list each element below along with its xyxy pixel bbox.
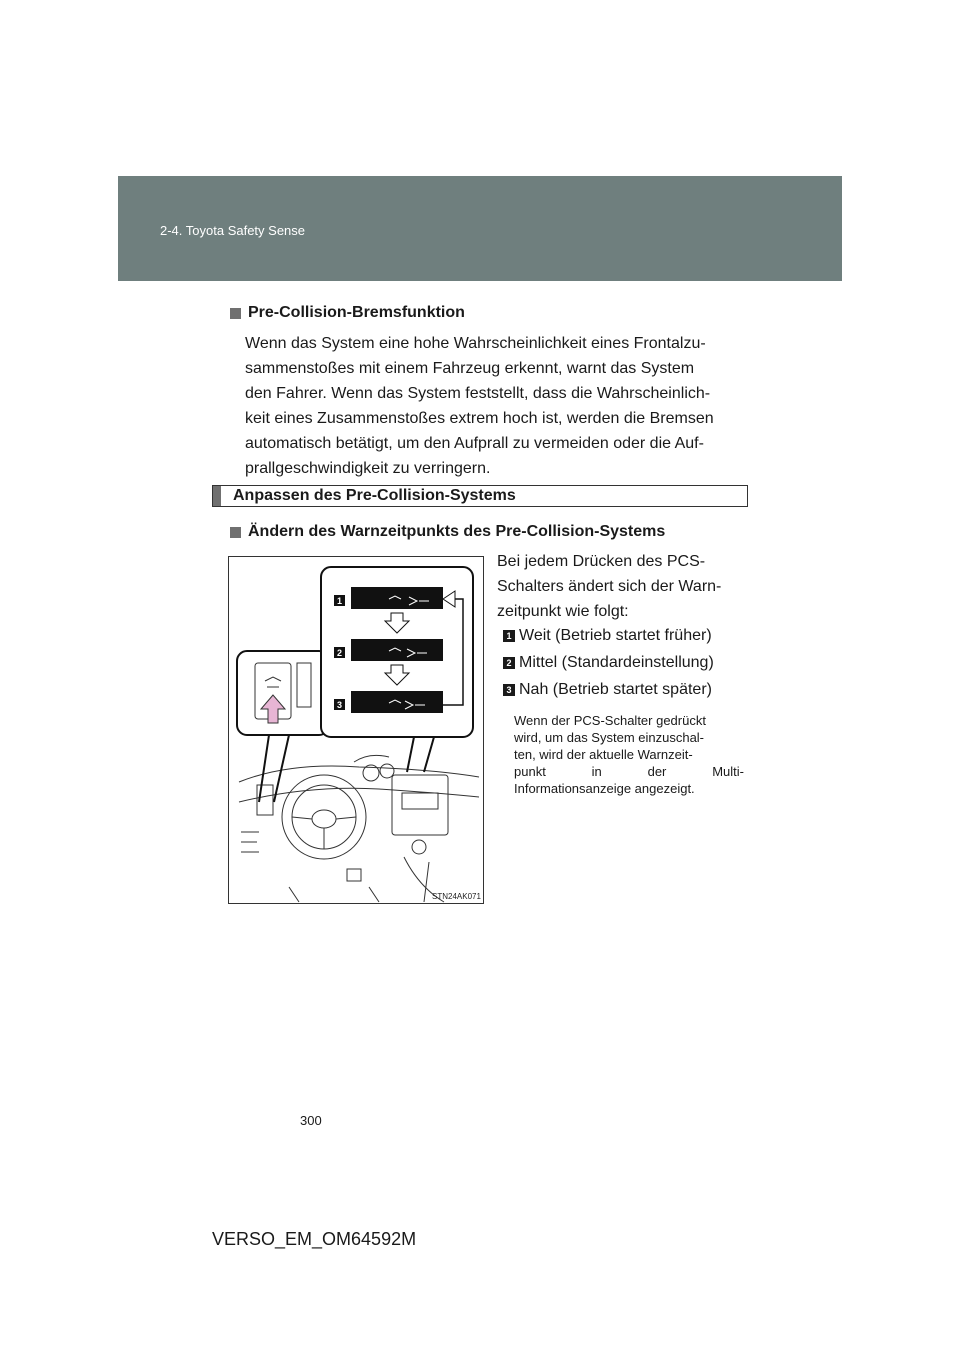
warning-timing-heading-text: Ändern des Warnzeitpunkts des Pre-Collision-Systems [248,523,666,540]
paragraph-line: zeitpunkt wie folgt: [497,603,629,620]
brake-function-heading [230,304,465,322]
page-number: 300 [300,1113,322,1128]
paragraph-line: keit eines Zusammenstoßes extrem hoch ist, werden die Bremsen [245,410,714,427]
note-word: in [591,764,602,779]
step-tag-2: 2 [336,648,343,658]
section-label: 2-4. Toyota Safety Sense [160,223,306,238]
paragraph-line: sammenstoßes mit einem Fahrzeug erkennt, warnt das System [245,360,695,377]
option-label: Weit (Betrieb startet früher) [519,627,712,644]
paragraph-line: automatisch betätigt, um den Aufprall zu vermeiden oder die Auf- [245,435,704,452]
adjust-section-heading [212,485,748,507]
heading-bar [213,486,221,506]
dashboard-drawing [229,557,484,904]
number-box-icon: 2 [503,657,515,669]
paragraph-line: Bei jedem Drücken des PCS- [497,553,706,570]
square-bullet-icon [230,527,241,538]
number-box-icon: 1 [503,630,515,642]
note-word: punkt [514,764,546,779]
brake-function-paragraph [245,331,743,481]
option-item-2 [503,654,714,672]
paragraph-line: prallgeschwindigkeit zu verringern. [245,460,491,477]
document-code: VERSO_EM_OM64592M [212,1229,417,1249]
figure-code: STN24AK071 [432,892,481,901]
note-line: Informationsanzeige angezeigt. [514,781,695,796]
dashboard-illustration [228,556,484,904]
note-word: der [647,764,667,779]
option-label: Mittel (Standardeinstellung) [519,654,714,671]
brake-function-heading-text: Pre-Collision-Bremsfunktion [248,304,465,321]
paragraph-line: Schalters ändert sich der Warn- [497,578,722,595]
option-label: Nah (Betrieb startet später) [519,681,712,698]
paragraph-line: den Fahrer. Wenn das System feststellt, dass die Wahrscheinlich- [245,385,711,402]
note-paragraph [514,712,744,797]
intro-paragraph [497,549,744,624]
step-tag-3: 3 [336,700,343,710]
note-line: wird, um das System einzuschal- [514,730,705,745]
note-line: Wenn der PCS-Schalter gedrückt [514,713,706,728]
adjust-section-heading-text: Anpassen des Pre-Collision-Systems [233,487,516,504]
option-item-3 [503,681,712,699]
paragraph-line: Wenn das System eine hohe Wahrscheinlichkeit eines Frontalzu- [245,335,706,352]
warning-timing-heading [230,523,665,541]
note-word: Multi- [712,764,744,779]
option-item-1 [503,627,712,645]
note-line: ten, wird der aktuelle Warnzeit- [514,747,693,762]
step-tag-1: 1 [336,596,343,606]
square-bullet-icon [230,308,241,319]
number-box-icon: 3 [503,684,515,696]
note-line [514,763,744,780]
